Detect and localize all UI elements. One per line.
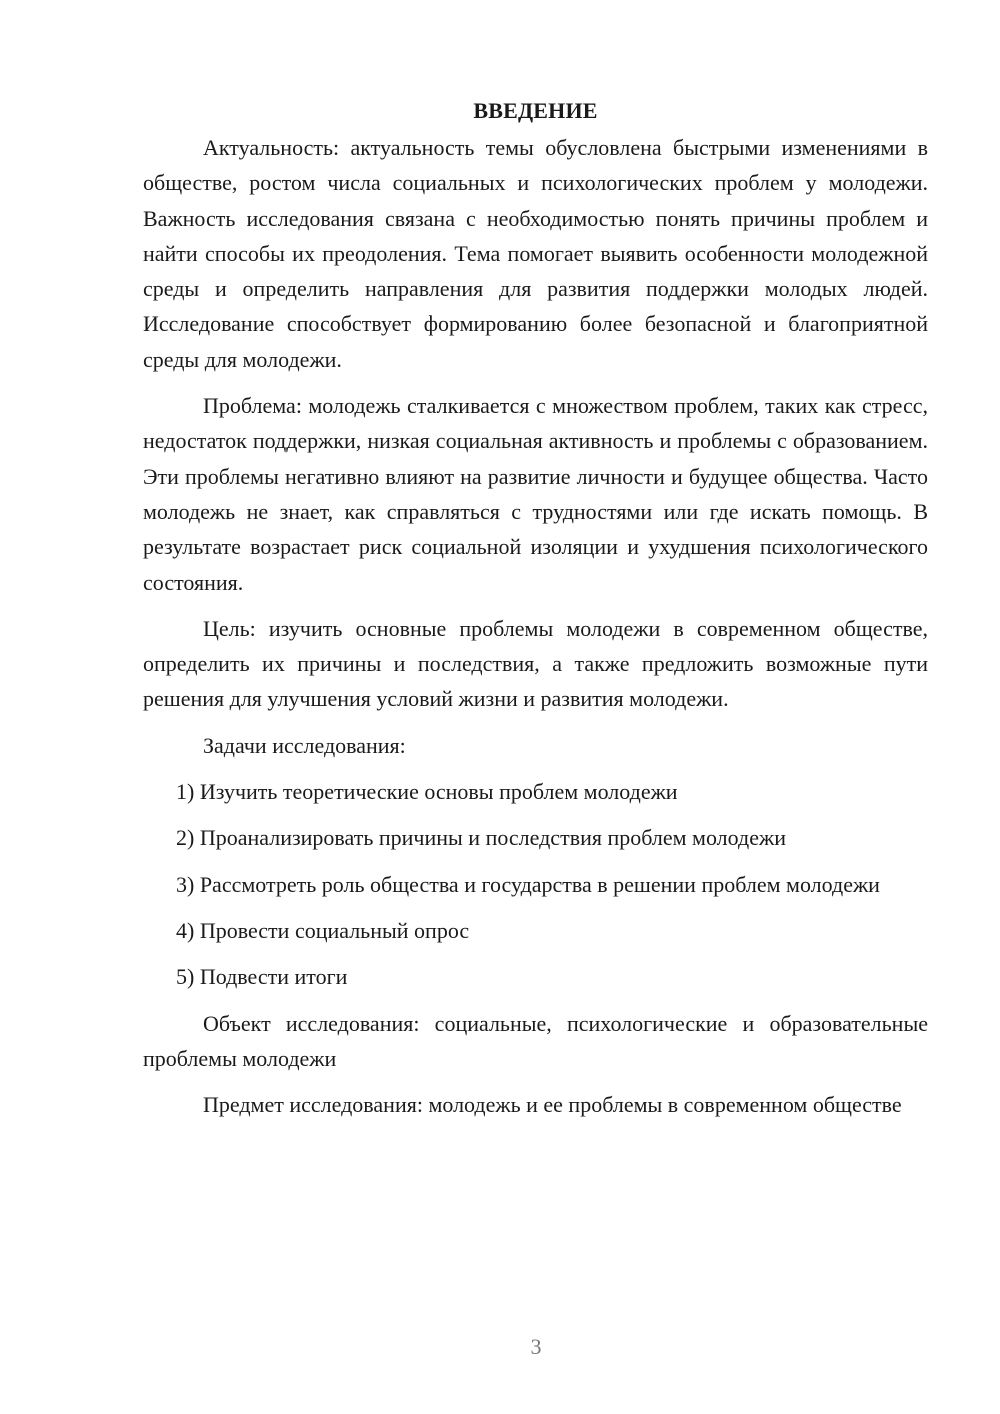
document-page <box>143 92 928 1122</box>
tasks-heading: Задачи исследования: <box>203 732 406 758</box>
object-paragraph: Объект исследования: социальные, психологические и образовательные проблемы молодежи <box>143 1010 928 1071</box>
task-item-5: 5) Подвести итоги <box>176 964 348 990</box>
page-title: ВВЕДЕНИЕ <box>473 98 598 123</box>
task-item-2: 2) Проанализировать причины и последствия проблем молодежи <box>176 825 786 851</box>
task-item-4: 4) Провести социальный опрос <box>176 917 470 943</box>
task-item-3: 3) Рассмотреть роль общества и государства в решении проблем молодежи <box>176 871 880 897</box>
relevance-paragraph: Актуальность: актуальность темы обусловлена быстрыми изменениями в обществе, ростом числа социальных и психологических проблем у молодежи. Важность исследования связана с необходимостью понять причины проблем и найти способы их преодоления. Тема помогает выявить особенности молодежной среды и определить направления для развития поддержки молодых людей. Исследование способствует формированию более безопасной и благоприятной среды для молодежи. <box>143 135 928 372</box>
page-number: 3 <box>530 1334 542 1359</box>
subject-paragraph: Предмет исследования: молодежь и ее проблемы в современном обществе <box>203 1092 902 1118</box>
task-item-1: 1) Изучить теоретические основы проблем молодежи <box>176 779 678 805</box>
problem-paragraph: Проблема: молодежь сталкивается с множеством проблем, таких как стресс, недостаток поддержки, низкая социальная активность и проблемы с образованием. Эти проблемы негативно влияют на развитие личности и будущее общества. Часто молодежь не знает, как справляться с трудностями или где искать помощь. В результате возрастает риск социальной изоляции и ухудшения психологического состояния. <box>143 393 928 595</box>
goal-paragraph: Цель: изучить основные проблемы молодежи в современном обществе, определить их причины и последствия, а также предложить возможные пути решения для улучшения условий жизни и развития молодежи. <box>143 615 928 712</box>
